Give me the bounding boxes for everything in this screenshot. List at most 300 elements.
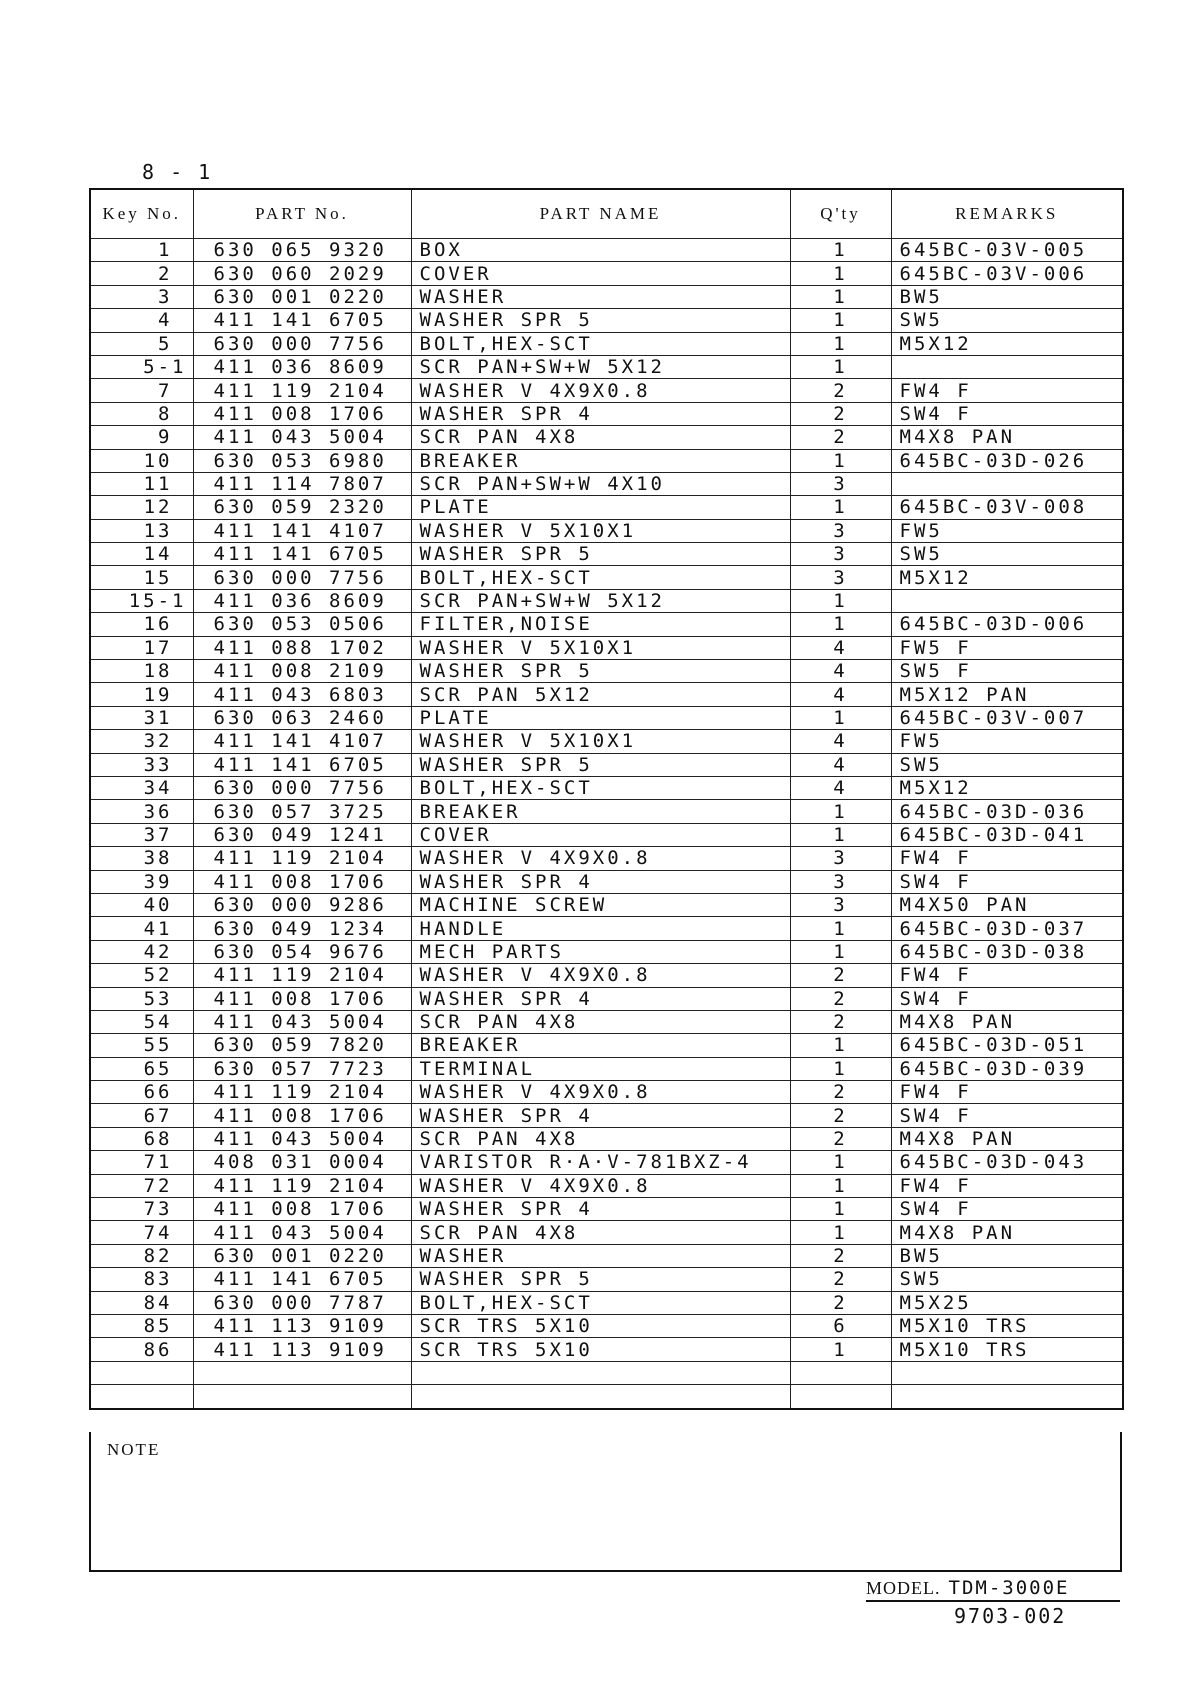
key-no-cell: 53 xyxy=(90,987,193,1010)
key-no-cell: 16 xyxy=(90,613,193,636)
table-row xyxy=(90,1151,1123,1174)
part-no-cell: 411 141 4107 xyxy=(193,519,411,542)
part-name-cell: BOX xyxy=(411,239,790,262)
qty-cell: 2 xyxy=(790,1291,891,1314)
key-no-cell: 73 xyxy=(90,1198,193,1221)
key-no-cell: 2 xyxy=(90,262,193,285)
remarks-cell: 645BC-03D-038 xyxy=(891,940,1123,963)
part-name-cell: SCR PAN 4X8 xyxy=(411,1127,790,1150)
part-name-cell: WASHER SPR 4 xyxy=(411,870,790,893)
key-no-cell: 15 xyxy=(90,566,193,589)
key-no-cell: 41 xyxy=(90,917,193,940)
remarks-cell: 645BC-03V-005 xyxy=(891,239,1123,262)
qty-cell: 1 xyxy=(790,1221,891,1244)
key-no-cell: 15-1 xyxy=(90,589,193,612)
table-row xyxy=(90,496,1123,519)
key-no-cell: 83 xyxy=(90,1268,193,1291)
remarks-cell: FW4 F xyxy=(891,847,1123,870)
part-no-cell: 411 141 6705 xyxy=(193,753,411,776)
part-no-cell: 630 049 1241 xyxy=(193,823,411,846)
part-name-cell: PLATE xyxy=(411,706,790,729)
part-no-cell: 630 057 7723 xyxy=(193,1057,411,1080)
note-box xyxy=(89,1432,1122,1572)
part-no-cell: 411 043 5004 xyxy=(193,1010,411,1033)
qty-cell: 1 xyxy=(790,332,891,355)
empty-cell xyxy=(891,1361,1123,1384)
empty-cell xyxy=(411,1385,790,1409)
qty-cell: 2 xyxy=(790,1104,891,1127)
remarks-cell: SW4 F xyxy=(891,402,1123,425)
key-no-cell: 86 xyxy=(90,1338,193,1361)
remarks-cell: SW5 xyxy=(891,1268,1123,1291)
qty-cell: 2 xyxy=(790,379,891,402)
key-no-cell: 67 xyxy=(90,1104,193,1127)
table-row xyxy=(90,379,1123,402)
key-no-cell: 12 xyxy=(90,496,193,519)
part-no-cell: 630 060 2029 xyxy=(193,262,411,285)
part-name-cell: WASHER SPR 5 xyxy=(411,753,790,776)
part-no-cell: 411 043 5004 xyxy=(193,426,411,449)
header-remarks: REMARKS xyxy=(891,189,1123,239)
part-name-cell: WASHER V 4X9X0.8 xyxy=(411,1174,790,1197)
qty-cell: 2 xyxy=(790,426,891,449)
qty-cell: 4 xyxy=(790,753,891,776)
qty-cell: 3 xyxy=(790,472,891,495)
part-no-cell: 630 065 9320 xyxy=(193,239,411,262)
part-no-cell: 411 008 1706 xyxy=(193,987,411,1010)
table-row xyxy=(90,964,1123,987)
part-name-cell: WASHER SPR 4 xyxy=(411,987,790,1010)
qty-cell: 1 xyxy=(790,285,891,308)
part-no-cell: 411 043 5004 xyxy=(193,1221,411,1244)
key-no-cell: 18 xyxy=(90,660,193,683)
qty-cell: 1 xyxy=(790,496,891,519)
part-name-cell: MACHINE SCREW xyxy=(411,893,790,916)
remarks-cell: FW4 F xyxy=(891,1081,1123,1104)
table-row xyxy=(90,800,1123,823)
part-name-cell: BREAKER xyxy=(411,800,790,823)
part-name-cell: WASHER V 4X9X0.8 xyxy=(411,1081,790,1104)
qty-cell: 1 xyxy=(790,262,891,285)
qty-cell: 3 xyxy=(790,870,891,893)
qty-cell: 1 xyxy=(790,1198,891,1221)
qty-cell: 3 xyxy=(790,847,891,870)
table-row xyxy=(90,1104,1123,1127)
table-row xyxy=(90,847,1123,870)
part-no-cell: 411 119 2104 xyxy=(193,847,411,870)
key-no-cell: 8 xyxy=(90,402,193,425)
key-no-cell: 65 xyxy=(90,1057,193,1080)
part-no-cell: 630 000 7756 xyxy=(193,776,411,799)
part-no-cell: 411 141 6705 xyxy=(193,309,411,332)
part-name-cell: MECH PARTS xyxy=(411,940,790,963)
key-no-cell: 54 xyxy=(90,1010,193,1033)
part-name-cell: COVER xyxy=(411,262,790,285)
qty-cell: 4 xyxy=(790,730,891,753)
part-name-cell: WASHER xyxy=(411,1244,790,1267)
part-no-cell: 630 057 3725 xyxy=(193,800,411,823)
remarks-cell xyxy=(891,472,1123,495)
part-name-cell: SCR PAN+SW+W 5X12 xyxy=(411,589,790,612)
table-row xyxy=(90,355,1123,378)
table-row xyxy=(90,1198,1123,1221)
table-row xyxy=(90,730,1123,753)
table-row xyxy=(90,823,1123,846)
part-no-cell: 408 031 0004 xyxy=(193,1151,411,1174)
qty-cell: 2 xyxy=(790,1268,891,1291)
key-no-cell: 39 xyxy=(90,870,193,893)
remarks-cell: M5X12 xyxy=(891,332,1123,355)
qty-cell: 1 xyxy=(790,449,891,472)
part-no-cell: 411 114 7807 xyxy=(193,472,411,495)
remarks-cell xyxy=(891,355,1123,378)
qty-cell: 1 xyxy=(790,355,891,378)
remarks-cell: 645BC-03D-051 xyxy=(891,1034,1123,1057)
key-no-cell: 84 xyxy=(90,1291,193,1314)
key-no-cell: 82 xyxy=(90,1244,193,1267)
key-no-cell: 38 xyxy=(90,847,193,870)
page-number: 8 - 1 xyxy=(142,160,213,184)
table-row xyxy=(90,1221,1123,1244)
table-header xyxy=(90,189,1123,239)
table-row xyxy=(90,239,1123,262)
part-name-cell: SCR PAN 5X12 xyxy=(411,683,790,706)
qty-cell: 1 xyxy=(790,1151,891,1174)
remarks-cell: 645BC-03V-008 xyxy=(891,496,1123,519)
remarks-cell: M5X12 xyxy=(891,566,1123,589)
remarks-cell: BW5 xyxy=(891,1244,1123,1267)
qty-cell: 4 xyxy=(790,660,891,683)
remarks-cell: M5X10 TRS xyxy=(891,1314,1123,1337)
part-name-cell: FILTER,NOISE xyxy=(411,613,790,636)
key-no-cell: 40 xyxy=(90,893,193,916)
remarks-cell: FW5 F xyxy=(891,636,1123,659)
key-no-cell: 13 xyxy=(90,519,193,542)
table-row xyxy=(90,706,1123,729)
qty-cell: 4 xyxy=(790,636,891,659)
key-no-cell: 72 xyxy=(90,1174,193,1197)
empty-cell xyxy=(411,1361,790,1384)
remarks-cell: M5X12 xyxy=(891,776,1123,799)
key-no-cell: 37 xyxy=(90,823,193,846)
remarks-cell: FW4 F xyxy=(891,1174,1123,1197)
qty-cell: 3 xyxy=(790,543,891,566)
key-no-cell: 32 xyxy=(90,730,193,753)
part-no-cell: 411 119 2104 xyxy=(193,379,411,402)
part-name-cell: WASHER V 5X10X1 xyxy=(411,730,790,753)
key-no-cell: 42 xyxy=(90,940,193,963)
remarks-cell: 645BC-03D-006 xyxy=(891,613,1123,636)
header-qty: Q'ty xyxy=(790,189,891,239)
qty-cell: 2 xyxy=(790,964,891,987)
part-no-cell: 411 008 1706 xyxy=(193,1198,411,1221)
part-name-cell: SCR PAN 4X8 xyxy=(411,426,790,449)
remarks-cell: SW4 F xyxy=(891,1104,1123,1127)
remarks-cell: 645BC-03D-036 xyxy=(891,800,1123,823)
table-row xyxy=(90,309,1123,332)
qty-cell: 2 xyxy=(790,1127,891,1150)
part-name-cell: BOLT,HEX-SCT xyxy=(411,566,790,589)
key-no-cell: 5 xyxy=(90,332,193,355)
qty-cell: 3 xyxy=(790,519,891,542)
part-name-cell: SCR TRS 5X10 xyxy=(411,1338,790,1361)
table-row xyxy=(90,285,1123,308)
part-name-cell: SCR PAN+SW+W 4X10 xyxy=(411,472,790,495)
part-name-cell: WASHER SPR 5 xyxy=(411,309,790,332)
qty-cell: 2 xyxy=(790,1010,891,1033)
key-no-cell: 7 xyxy=(90,379,193,402)
remarks-cell: M4X8 PAN xyxy=(891,426,1123,449)
empty-cell xyxy=(90,1361,193,1384)
table-row xyxy=(90,1057,1123,1080)
part-name-cell: HANDLE xyxy=(411,917,790,940)
remarks-cell: 645BC-03V-006 xyxy=(891,262,1123,285)
table-row xyxy=(90,753,1123,776)
part-name-cell: WASHER V 4X9X0.8 xyxy=(411,964,790,987)
table-row xyxy=(90,917,1123,940)
table-row xyxy=(90,402,1123,425)
table-row xyxy=(90,683,1123,706)
table-row xyxy=(90,566,1123,589)
remarks-cell: FW5 xyxy=(891,730,1123,753)
remarks-cell: 645BC-03V-007 xyxy=(891,706,1123,729)
part-name-cell: TERMINAL xyxy=(411,1057,790,1080)
qty-cell: 3 xyxy=(790,893,891,916)
table-row xyxy=(90,332,1123,355)
model-value: TDM-3000E xyxy=(948,1577,1070,1599)
table-row xyxy=(90,660,1123,683)
part-no-cell: 411 043 5004 xyxy=(193,1127,411,1150)
remarks-cell: M5X25 xyxy=(891,1291,1123,1314)
remarks-cell: SW5 F xyxy=(891,660,1123,683)
remarks-cell: SW5 xyxy=(891,309,1123,332)
qty-cell: 3 xyxy=(790,566,891,589)
key-no-cell: 17 xyxy=(90,636,193,659)
part-no-cell: 630 000 7756 xyxy=(193,332,411,355)
table-row xyxy=(90,1081,1123,1104)
qty-cell: 2 xyxy=(790,1081,891,1104)
header-key-no: Key No. xyxy=(90,189,193,239)
empty-row xyxy=(90,1385,1123,1409)
key-no-cell: 74 xyxy=(90,1221,193,1244)
part-name-cell: WASHER SPR 4 xyxy=(411,1104,790,1127)
document-code: 9703-002 xyxy=(954,1604,1067,1628)
table-row xyxy=(90,449,1123,472)
part-no-cell: 411 119 2104 xyxy=(193,1174,411,1197)
model-label: MODEL. xyxy=(866,1578,941,1598)
part-name-cell: WASHER SPR 5 xyxy=(411,660,790,683)
part-no-cell: 411 008 2109 xyxy=(193,660,411,683)
part-name-cell: WASHER xyxy=(411,285,790,308)
remarks-cell: BW5 xyxy=(891,285,1123,308)
part-name-cell: BOLT,HEX-SCT xyxy=(411,776,790,799)
key-no-cell: 14 xyxy=(90,543,193,566)
part-name-cell: WASHER SPR 4 xyxy=(411,1198,790,1221)
remarks-cell: M5X10 TRS xyxy=(891,1338,1123,1361)
remarks-cell: SW4 F xyxy=(891,1198,1123,1221)
part-no-cell: 411 088 1702 xyxy=(193,636,411,659)
key-no-cell: 68 xyxy=(90,1127,193,1150)
table-row xyxy=(90,472,1123,495)
part-no-cell: 411 036 8609 xyxy=(193,589,411,612)
table-row xyxy=(90,426,1123,449)
part-no-cell: 630 001 0220 xyxy=(193,1244,411,1267)
qty-cell: 1 xyxy=(790,1338,891,1361)
table-row xyxy=(90,613,1123,636)
note-label: NOTE xyxy=(107,1440,161,1459)
part-name-cell: WASHER V 5X10X1 xyxy=(411,519,790,542)
part-no-cell: 411 036 8609 xyxy=(193,355,411,378)
qty-cell: 1 xyxy=(790,706,891,729)
table-row xyxy=(90,1291,1123,1314)
part-no-cell: 411 008 1706 xyxy=(193,402,411,425)
part-no-cell: 630 054 9676 xyxy=(193,940,411,963)
key-no-cell: 66 xyxy=(90,1081,193,1104)
remarks-cell: M4X8 PAN xyxy=(891,1010,1123,1033)
table-row xyxy=(90,940,1123,963)
header-part-name: PART NAME xyxy=(411,189,790,239)
remarks-cell: SW5 xyxy=(891,753,1123,776)
part-name-cell: SCR PAN 4X8 xyxy=(411,1010,790,1033)
remarks-cell: 645BC-03D-037 xyxy=(891,917,1123,940)
table-row xyxy=(90,776,1123,799)
empty-cell xyxy=(891,1385,1123,1409)
part-no-cell: 630 001 0220 xyxy=(193,285,411,308)
qty-cell: 1 xyxy=(790,940,891,963)
part-no-cell: 630 000 9286 xyxy=(193,893,411,916)
remarks-cell: SW4 F xyxy=(891,987,1123,1010)
key-no-cell: 85 xyxy=(90,1314,193,1337)
part-name-cell: WASHER SPR 5 xyxy=(411,543,790,566)
table-row xyxy=(90,893,1123,916)
part-no-cell: 411 008 1706 xyxy=(193,870,411,893)
key-no-cell: 19 xyxy=(90,683,193,706)
header-part-no: PART No. xyxy=(193,189,411,239)
key-no-cell: 52 xyxy=(90,964,193,987)
table-row xyxy=(90,1034,1123,1057)
part-name-cell: PLATE xyxy=(411,496,790,519)
remarks-cell: FW4 F xyxy=(891,964,1123,987)
key-no-cell: 55 xyxy=(90,1034,193,1057)
table-row xyxy=(90,589,1123,612)
table-row xyxy=(90,636,1123,659)
empty-cell xyxy=(90,1385,193,1409)
part-no-cell: 411 141 6705 xyxy=(193,1268,411,1291)
part-no-cell: 411 008 1706 xyxy=(193,1104,411,1127)
remarks-cell: M4X50 PAN xyxy=(891,893,1123,916)
part-name-cell: COVER xyxy=(411,823,790,846)
key-no-cell: 1 xyxy=(90,239,193,262)
empty-cell xyxy=(193,1361,411,1384)
qty-cell: 2 xyxy=(790,402,891,425)
part-no-cell: 630 059 2320 xyxy=(193,496,411,519)
table-row xyxy=(90,1174,1123,1197)
part-no-cell: 411 141 6705 xyxy=(193,543,411,566)
remarks-cell: 645BC-03D-043 xyxy=(891,1151,1123,1174)
empty-cell xyxy=(193,1385,411,1409)
part-name-cell: WASHER SPR 4 xyxy=(411,402,790,425)
remarks-cell: FW4 F xyxy=(891,379,1123,402)
part-name-cell: BOLT,HEX-SCT xyxy=(411,332,790,355)
table-row xyxy=(90,1268,1123,1291)
qty-cell: 1 xyxy=(790,1034,891,1057)
model-line xyxy=(866,1577,1120,1602)
key-no-cell: 31 xyxy=(90,706,193,729)
part-no-cell: 630 000 7756 xyxy=(193,566,411,589)
remarks-cell: SW5 xyxy=(891,543,1123,566)
qty-cell: 1 xyxy=(790,823,891,846)
key-no-cell: 71 xyxy=(90,1151,193,1174)
empty-row xyxy=(90,1361,1123,1384)
key-no-cell: 36 xyxy=(90,800,193,823)
table-row xyxy=(90,262,1123,285)
empty-cell xyxy=(790,1385,891,1409)
part-no-cell: 630 063 2460 xyxy=(193,706,411,729)
part-name-cell: VARISTOR R·A·V-781BXZ-4 xyxy=(411,1151,790,1174)
qty-cell: 1 xyxy=(790,239,891,262)
key-no-cell: 34 xyxy=(90,776,193,799)
part-no-cell: 411 043 6803 xyxy=(193,683,411,706)
remarks-cell xyxy=(891,589,1123,612)
remarks-cell: M4X8 PAN xyxy=(891,1221,1123,1244)
part-name-cell: WASHER SPR 5 xyxy=(411,1268,790,1291)
remarks-cell: FW5 xyxy=(891,519,1123,542)
table-row xyxy=(90,1314,1123,1337)
part-name-cell: BOLT,HEX-SCT xyxy=(411,1291,790,1314)
table-row xyxy=(90,1338,1123,1361)
part-no-cell: 630 059 7820 xyxy=(193,1034,411,1057)
qty-cell: 1 xyxy=(790,1174,891,1197)
qty-cell: 6 xyxy=(790,1314,891,1337)
part-name-cell: SCR PAN 4X8 xyxy=(411,1221,790,1244)
part-name-cell: SCR PAN+SW+W 5X12 xyxy=(411,355,790,378)
key-no-cell: 9 xyxy=(90,426,193,449)
table-row xyxy=(90,519,1123,542)
parts-table xyxy=(89,188,1124,1410)
part-no-cell: 411 141 4107 xyxy=(193,730,411,753)
key-no-cell: 10 xyxy=(90,449,193,472)
qty-cell: 4 xyxy=(790,683,891,706)
part-no-cell: 411 119 2104 xyxy=(193,964,411,987)
qty-cell: 1 xyxy=(790,613,891,636)
remarks-cell: SW4 F xyxy=(891,870,1123,893)
qty-cell: 1 xyxy=(790,1057,891,1080)
qty-cell: 2 xyxy=(790,987,891,1010)
key-no-cell: 5-1 xyxy=(90,355,193,378)
remarks-cell: M4X8 PAN xyxy=(891,1127,1123,1150)
part-no-cell: 411 113 9109 xyxy=(193,1314,411,1337)
key-no-cell: 33 xyxy=(90,753,193,776)
remarks-cell: 645BC-03D-041 xyxy=(891,823,1123,846)
table-row xyxy=(90,870,1123,893)
part-no-cell: 411 113 9109 xyxy=(193,1338,411,1361)
part-no-cell: 630 053 0506 xyxy=(193,613,411,636)
key-no-cell: 3 xyxy=(90,285,193,308)
part-name-cell: WASHER V 5X10X1 xyxy=(411,636,790,659)
remarks-cell: 645BC-03D-039 xyxy=(891,1057,1123,1080)
part-no-cell: 630 000 7787 xyxy=(193,1291,411,1314)
remarks-cell: M5X12 PAN xyxy=(891,683,1123,706)
qty-cell: 2 xyxy=(790,1244,891,1267)
part-no-cell: 630 049 1234 xyxy=(193,917,411,940)
part-name-cell: BREAKER xyxy=(411,449,790,472)
key-no-cell: 4 xyxy=(90,309,193,332)
part-no-cell: 630 053 6980 xyxy=(193,449,411,472)
table-row xyxy=(90,987,1123,1010)
table-row xyxy=(90,1244,1123,1267)
table-row xyxy=(90,1010,1123,1033)
part-name-cell: WASHER V 4X9X0.8 xyxy=(411,847,790,870)
